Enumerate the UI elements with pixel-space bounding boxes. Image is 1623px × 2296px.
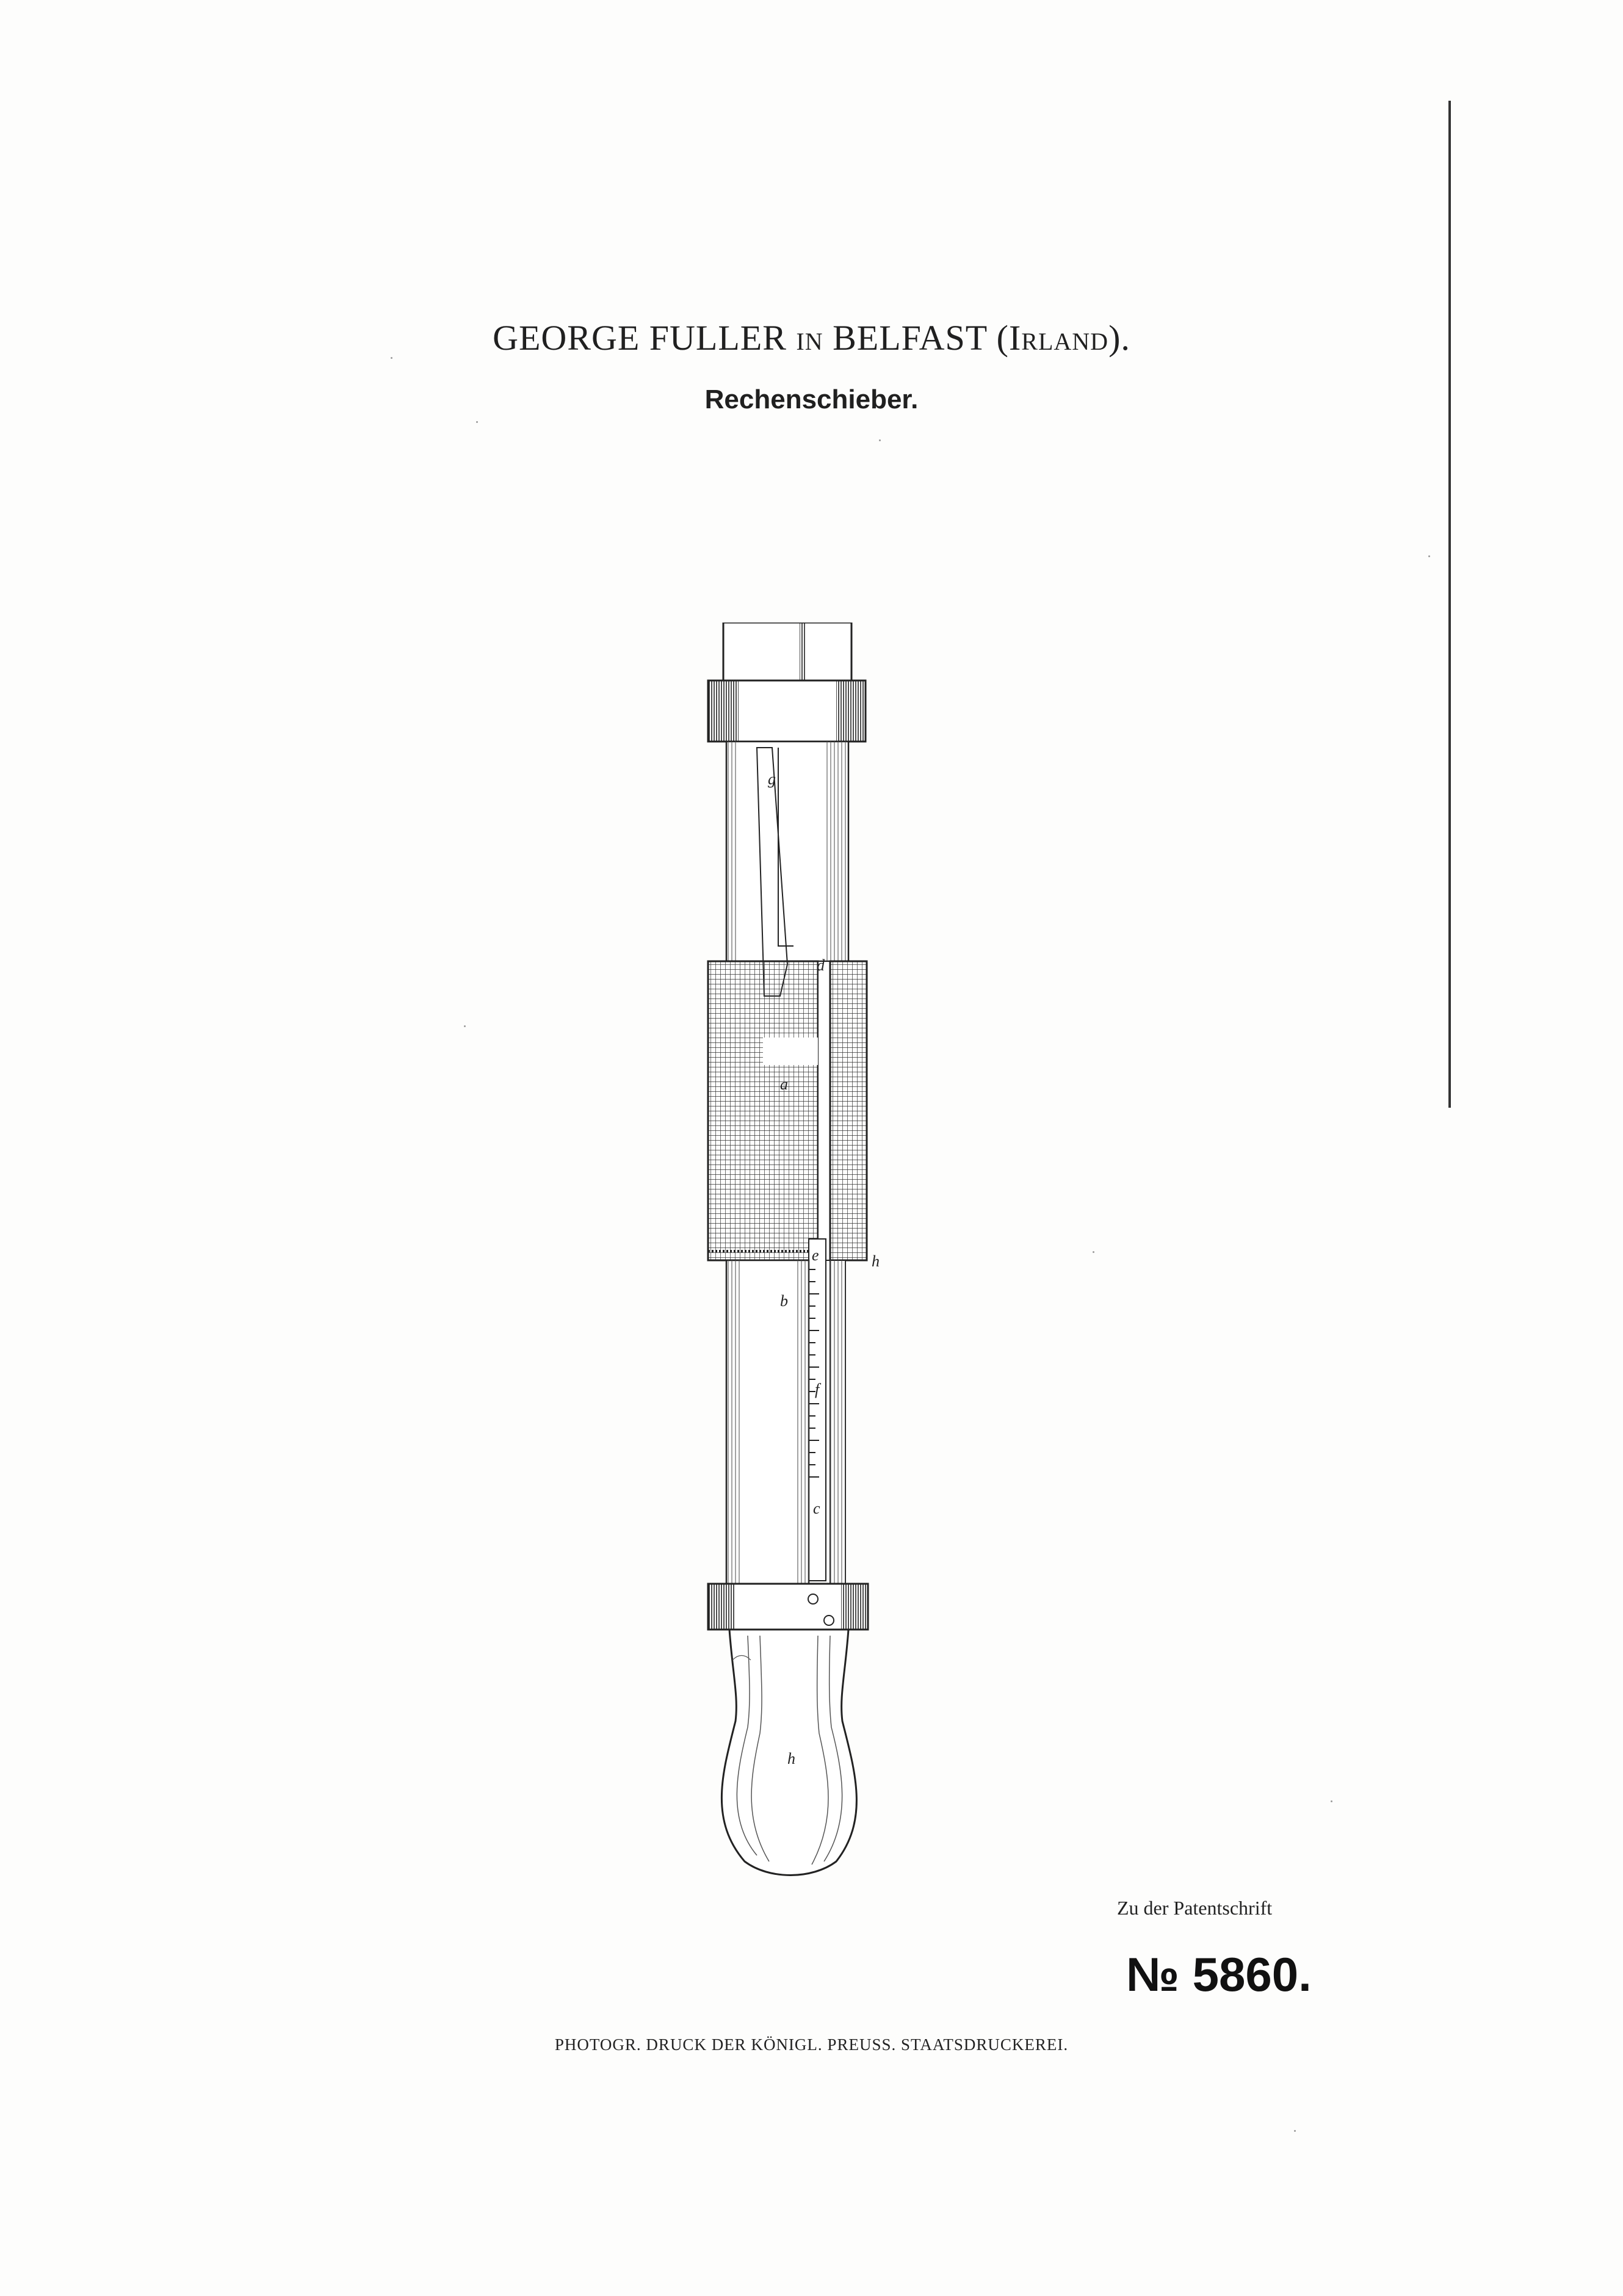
label-h-upper: h bbox=[872, 1252, 880, 1270]
label-c: c bbox=[813, 1500, 820, 1517]
speck bbox=[391, 357, 392, 359]
country-open: (I bbox=[996, 318, 1022, 358]
scale-strip bbox=[809, 1239, 845, 1590]
speck bbox=[1294, 2130, 1296, 2132]
label-b: b bbox=[780, 1292, 788, 1310]
speck bbox=[476, 421, 478, 423]
bottom-collar bbox=[708, 1584, 868, 1630]
applicant-line bbox=[0, 317, 1623, 358]
speck bbox=[879, 439, 881, 441]
top-cap bbox=[708, 623, 866, 742]
slide-rule-drawing bbox=[671, 623, 928, 1880]
speck bbox=[1331, 1800, 1332, 1802]
upper-cylinder bbox=[726, 742, 848, 996]
label-a: a bbox=[780, 1075, 788, 1093]
label-d: d bbox=[817, 956, 825, 974]
applicant-name: GEORGE FULLER bbox=[493, 318, 787, 358]
printer-line: PHOTOGR. DRUCK DER KÖNIGL. PREUSS. STAATSDRUCKEREI. bbox=[554, 2035, 1069, 2054]
margin-rule bbox=[1448, 101, 1451, 1108]
speck bbox=[464, 1025, 466, 1027]
city-name: BELFAST bbox=[833, 318, 988, 358]
knurled-sleeve bbox=[708, 961, 867, 1260]
speck bbox=[1093, 1251, 1094, 1253]
invention-title: Rechenschieber. bbox=[704, 384, 919, 414]
connector-word: IN bbox=[796, 328, 823, 355]
speck bbox=[1428, 555, 1430, 557]
reference-caption: Zu der Patentschrift bbox=[1117, 1897, 1273, 1919]
label-g: g bbox=[768, 770, 776, 788]
lower-cylinder bbox=[726, 1260, 809, 1584]
patent-number: № 5860. bbox=[1126, 1948, 1312, 2001]
label-f: f bbox=[815, 1381, 820, 1398]
country-rest: RLAND bbox=[1021, 328, 1109, 355]
label-h-handle: h bbox=[787, 1750, 795, 1767]
label-e: e bbox=[812, 1246, 819, 1264]
country-close: ). bbox=[1108, 318, 1130, 358]
